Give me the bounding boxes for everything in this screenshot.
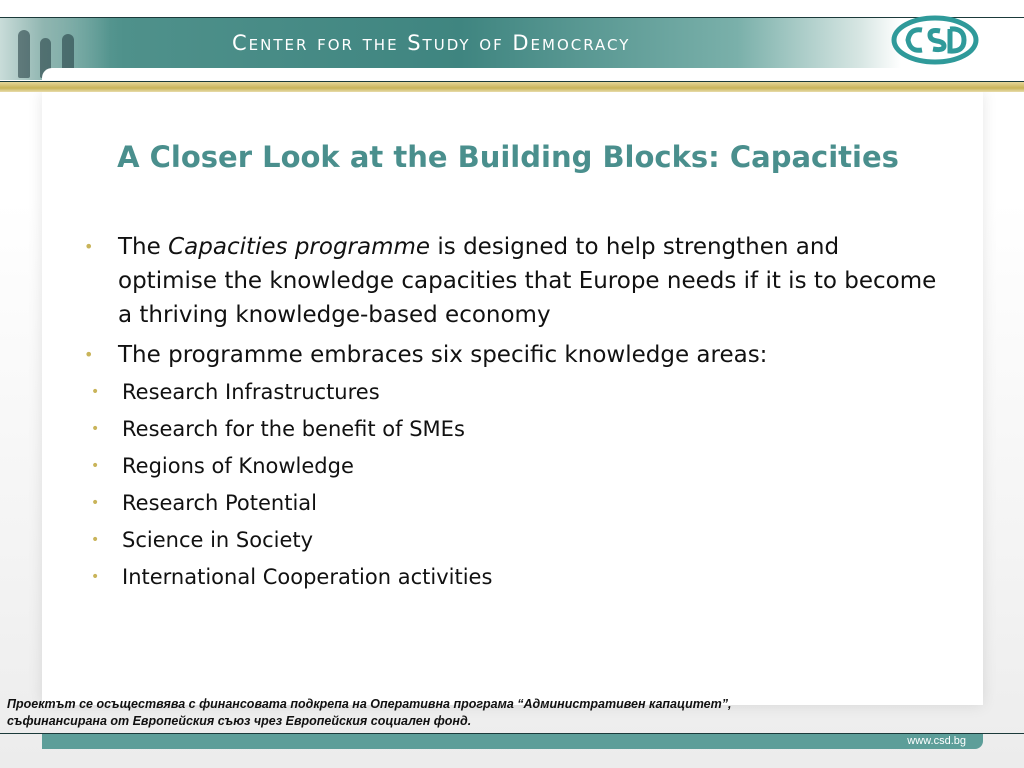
sub-bullet-icon: • (91, 569, 100, 585)
bullet-icon: • (84, 345, 94, 364)
sub-bullet-icon: • (91, 458, 100, 474)
sub-bullet-icon: • (91, 532, 100, 548)
slide-title: A Closer Look at the Building Blocks: Capacities (117, 140, 899, 174)
bullet-list (78, 230, 938, 602)
list-item: • Research Potential (118, 485, 938, 522)
knowledge-areas-list (91, 374, 938, 596)
list-item: • International Cooperation activities (118, 559, 938, 596)
programme-name: Capacities programme (168, 234, 431, 260)
list-item: • Regions of Knowledge (118, 448, 938, 485)
sub-bullet-icon: • (91, 421, 100, 437)
list-item: • Science in Society (118, 522, 938, 559)
list-item: • Research Infrastructures (118, 374, 938, 411)
header-gold-bar (0, 81, 1024, 92)
funding-note (7, 696, 907, 730)
csd-logo (890, 14, 980, 66)
banner-figure (18, 30, 30, 78)
sub-bullet-icon: • (91, 495, 100, 511)
list-item: • Research for the benefit of SMEs (118, 411, 938, 448)
footer-bar (42, 734, 983, 749)
bullet-item-capacities: • The Capacities programme is designed to help strengthen and optimise the knowledge capacities that Europe needs if it is to become a thriving knowledge-based economy (78, 230, 938, 332)
sub-bullet-icon: • (91, 384, 100, 400)
bullet-item-areas: • The programme embraces six specific knowledge areas: • Research Infrastructures • Research for the benefit of SMEs • Regions of Knowledge • Research Potential • Science in Society • International Cooperation activities (78, 338, 938, 596)
funding-note-line1: Проектът се осъществява с финансовата подкрепа на Оперативна програма “Административен капацитет”, (7, 697, 732, 711)
website-link[interactable]: www.csd.bg (907, 735, 966, 747)
funding-note-line2: съфинансирана от Европейския съюз чрез Европейския социален фонд. (7, 714, 472, 728)
organization-name: Center for the Study of Democracy (232, 31, 631, 55)
bullet-icon: • (84, 237, 94, 256)
banner-notch (42, 68, 902, 80)
